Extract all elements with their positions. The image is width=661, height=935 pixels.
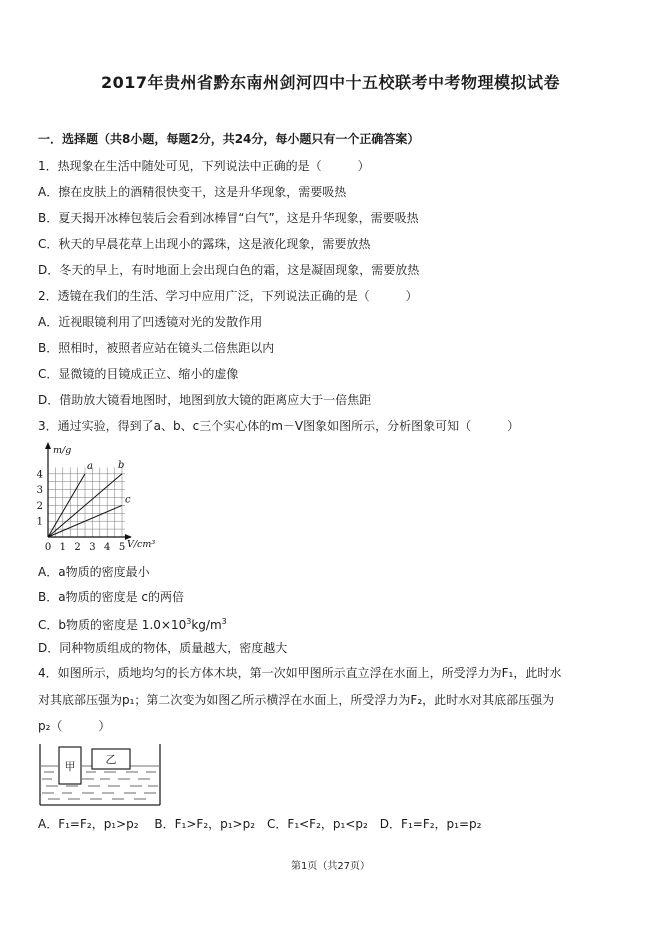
question-4-line-3: p₂（ ） — [38, 719, 111, 733]
x-tick-label: 0 — [44, 542, 52, 553]
page-footer: 第1页（共27页） — [290, 861, 371, 872]
question-1-option-d: D．冬天的早上，有时地面上会出现白色的霜，这是凝固现象，需要放热 — [38, 263, 420, 277]
y-tick-label: 2 — [36, 500, 43, 512]
floating-block-figure — [38, 742, 163, 808]
y-tick-label: 3 — [36, 485, 43, 497]
question-3-stem: 3．通过实验，得到了a、b、c三个实心体的m－V图象如图所示，分析图象可知（ ） — [38, 419, 520, 433]
option-c-unit: kg/m — [191, 618, 222, 632]
y-tick-label: 1 — [36, 516, 43, 528]
page-title: 2017年贵州省黔东南州剑河四中十五校联考中考物理模拟试卷 — [100, 73, 561, 92]
y-tick-label: 4 — [36, 469, 43, 481]
question-1-option-b: B．夏天揭开冰棒包装后会看到冰棒冒“白气”，这是升华现象，需要吸热 — [38, 211, 419, 225]
block-jia-label: 甲 — [64, 760, 76, 773]
question-4-options: A．F₁=F₂，p₁>p₂ B．F₁>F₂，p₁>p₂ C．F₁<F₂，p₁<p₂ D．F₁=F₂，p₁=p₂ — [38, 817, 482, 831]
question-1-option-a: A．擦在皮肤上的酒精很快变干，这是升华现象，需要吸热 — [38, 185, 347, 199]
series-label-c: c — [125, 494, 131, 506]
x-tick-label: 4 — [104, 542, 111, 553]
option-c-unit-exponent: 3 — [221, 617, 227, 626]
series-label-b: b — [118, 459, 125, 471]
graph-axes — [45, 442, 132, 540]
section-heading: 一．选择题（共8小题，每题2分，共24分，每小题只有一个正确答案） — [38, 132, 420, 146]
question-2-option-b: B．照相时，被照者应站在镜头二倍焦距以内 — [38, 341, 275, 355]
x-axis-label: V/cm³ — [126, 539, 156, 550]
question-4-line-1: 4．如图所示，质地均匀的长方体木块，第一次如甲图所示直立浮在水面上，所受浮力为F₁，此时水 — [38, 666, 562, 680]
x-tick-label: 5 — [118, 542, 126, 553]
y-axis-label: m/g — [53, 445, 72, 456]
question-3-option-d: D．同种物质组成的物体，质量越大，密度越大 — [38, 641, 288, 655]
question-3-option-c — [38, 614, 227, 633]
question-2-option-c: C．显微镜的目镜成正立、缩小的虚像 — [38, 367, 239, 381]
question-1-stem: 1．热现象在生活中随处可见，下列说法中正确的是（ ） — [38, 159, 370, 173]
question-2-stem: 2．透镜在我们的生活、学习中应用广泛，下列说法正确的是（ ） — [38, 289, 418, 303]
option-c-exponent: 3 — [186, 617, 192, 626]
block-yi-label: 乙 — [105, 753, 117, 766]
question-3-option-b: B．a物质的密度是 c的两倍 — [38, 590, 184, 604]
question-2-option-d: D．借助放大镜看地图时，地图到放大镜的距离应大于一倍焦距 — [38, 393, 372, 407]
mass-volume-graph — [36, 440, 171, 555]
question-3-option-a: A．a物质的密度最小 — [38, 565, 150, 579]
question-2-option-a: A．近视眼镜利用了凹透镜对光的发散作用 — [38, 315, 263, 329]
x-tick-label: 1 — [59, 542, 66, 553]
series-label-a: a — [87, 460, 93, 472]
question-4-line-2: 对其底部压强为p₁；第二次变为如图乙所示横浮在水面上，所受浮力为F₂，此时水对其底部压强为 — [38, 693, 555, 707]
y-axis-arrow — [45, 442, 51, 449]
x-tick-label: 2 — [74, 542, 81, 553]
option-c-prefix: C．b物质的密度是 1.0×10 — [38, 618, 187, 632]
question-1-option-c: C．秋天的早晨花草上出现小的露珠，这是液化现象，需要放热 — [38, 237, 371, 251]
x-tick-label: 3 — [89, 542, 96, 553]
